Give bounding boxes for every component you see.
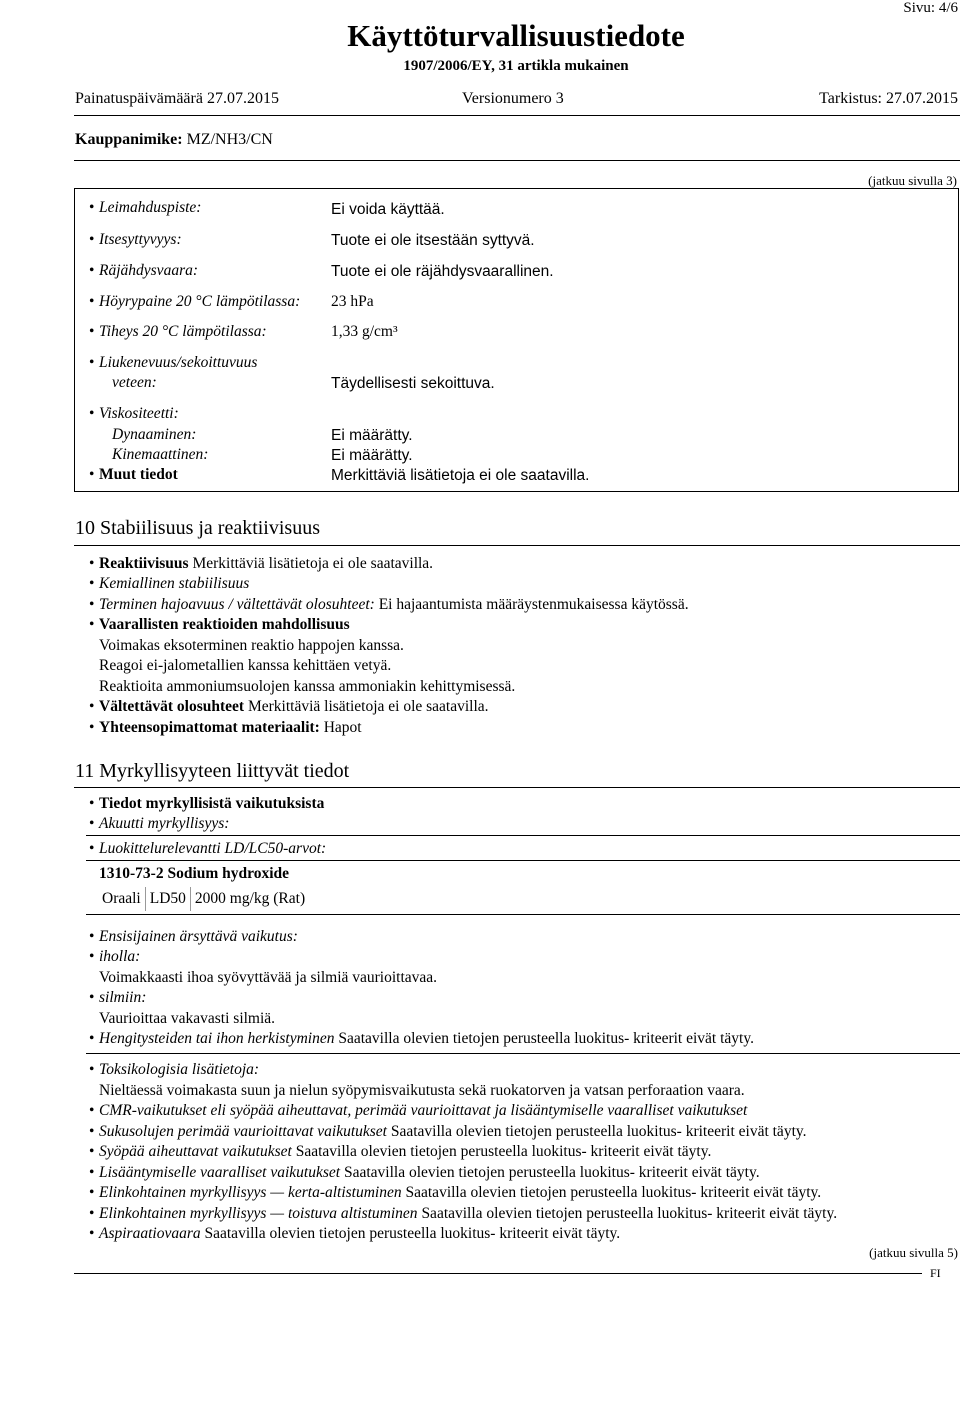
trade-name-label: Kauppanimike: <box>75 131 183 148</box>
hazard-line-2: Reagoi ei-jalometallien kanssa kehittäen vetyä. <box>99 657 392 674</box>
reactivity-label: Reaktiivisuus <box>99 555 189 572</box>
kinematic-viscosity-value: Ei määrätty. <box>331 447 413 464</box>
section-11-divider <box>74 787 960 788</box>
viscosity-label: • Viskositeetti: <box>99 405 179 423</box>
solubility-label: • Liukenevuus/sekoittuvuus <box>99 354 257 372</box>
hazard-line-3: Reaktioita ammoniumsuolojen kanssa ammoniakin kehittymisessä. <box>99 678 516 695</box>
section-10-heading: 10 Stabiilisuus ja reaktiivisuus <box>75 517 320 539</box>
carcinogenicity-value: Saatavilla olevien tietojen perusteella luokitus- kriteerit eivät täyty. <box>295 1143 712 1160</box>
additional-tox-label: • Toksikologisia lisätietoja: <box>99 1061 259 1079</box>
skin-label: • iholla: <box>99 948 140 966</box>
thermal-value: Ei hajaantumista määräystenmukaisessa käytössä. <box>378 596 689 613</box>
stot-se-value: Saatavilla olevien tietojen perusteella luokitus- kriteerit eivät täyty. <box>405 1184 822 1201</box>
solubility-label-water: veteen: <box>112 374 157 391</box>
cmr-label: • CMR-vaikutukset eli syöpää aiheuttavat, perimää vaurioittavat ja lisääntymiselle vaaralliset vaikutukset <box>99 1102 747 1120</box>
sensitisation-divider <box>86 1053 960 1054</box>
section-11-heading: 11 Myrkyllisyyteen liittyvät tiedot <box>75 760 350 782</box>
incompatible-value: Hapot <box>323 719 362 736</box>
incompatible-label: Yhteensopimattomat materiaalit: <box>99 719 320 736</box>
incompatible-row <box>99 719 362 737</box>
table-divider <box>86 914 960 915</box>
page-number: Sivu: 4/6 <box>903 0 958 16</box>
mutagenicity-value: Saatavilla olevien tietojen perusteella luokitus- kriteerit eivät täyty. <box>390 1123 807 1140</box>
toxic-effects-label: • Tiedot myrkyllisistä vaikutuksista <box>99 795 324 813</box>
sensitisation-label: Hengitysteiden tai ihon herkistyminen <box>99 1030 335 1047</box>
hazard-line-1: Voimakas eksoterminen reaktio happojen kanssa. <box>99 637 404 654</box>
language-code: FI <box>930 1266 941 1280</box>
avoid-value: Merkittäviä lisätietoja ei ole saatavilla. <box>247 698 489 715</box>
reactivity-row <box>99 555 433 573</box>
flash-point-value: Ei voida käyttää. <box>331 201 445 218</box>
mutagenicity-label: Sukusolujen perimää vaurioittavat vaikutukset <box>99 1123 387 1140</box>
chemical-stability-label: • Kemiallinen stabiilisuus <box>99 575 249 593</box>
sensitisation-row <box>99 1030 754 1048</box>
additional-tox-value: Nieltäessä voimakasta suun ja nielun syöpymisvaikutusta sekä ruokatorven ja vatsan perforaation vaara. <box>99 1082 745 1099</box>
self-ignition-value: Tuote ei ole itsestään syttyvä. <box>331 232 535 249</box>
thermal-label: Terminen hajoavuus / vältettävät olosuhteet: <box>99 596 375 613</box>
vapour-pressure-label: • Höyrypaine 20 °C lämpötilassa: <box>99 293 300 311</box>
document-subtitle: 1907/2006/EY, 31 artikla mukainen <box>403 58 629 74</box>
eyes-value: Vaurioittaa vakavasti silmiä. <box>99 1010 276 1027</box>
reproductive-label: Lisääntymiselle vaaralliset vaikutukset <box>99 1164 341 1181</box>
section-10-divider <box>74 545 960 546</box>
value-cell: 2000 mg/kg (Rat) <box>190 887 309 911</box>
dynamic-viscosity-value: Ei määrätty. <box>331 427 413 444</box>
stot-re-value: Saatavilla olevien tietojen perusteella luokitus- kriteerit eivät täyty. <box>421 1205 838 1222</box>
solubility-value: Täydellisesti sekoittuva. <box>331 375 495 392</box>
vapour-pressure-value: 23 hPa <box>331 293 374 310</box>
kinematic-viscosity-label: Kinemaattinen: <box>112 446 209 463</box>
explosion-value: Tuote ei ole räjähdysvaarallinen. <box>331 263 554 280</box>
table-row <box>98 887 309 911</box>
version-number: Versionumero 3 <box>462 90 564 107</box>
avoid-label: Vältettävät olosuhteet <box>99 698 245 715</box>
density-label: • Tiheys 20 °C lämpötilassa: <box>99 323 267 341</box>
trade-name-value: MZ/NH3/CN <box>182 131 273 148</box>
density-value: 1,33 g/cm³ <box>331 323 398 340</box>
route-cell: Oraali <box>98 887 145 911</box>
reactivity-value: Merkittäviä lisätietoja ei ole saatavilla. <box>192 555 434 572</box>
acute-toxicity-label: • Akuutti myrkyllisyys: <box>99 815 229 833</box>
aspiration-value: Saatavilla olevien tietojen perusteella luokitus- kriteerit eivät täyty. <box>204 1225 621 1242</box>
aspiration-label: Aspiraatiovaara <box>99 1225 201 1242</box>
ld-lc50-label: • Luokittelurelevantti LD/LC50-arvot: <box>99 840 326 858</box>
substance-name: 1310-73-2 Sodium hydroxide <box>99 865 290 882</box>
reproductive-row <box>99 1164 760 1182</box>
primary-irritant-label: • Ensisijainen ärsyttävä vaikutus: <box>99 928 298 946</box>
document-title: Käyttöturvallisuustiedote <box>347 18 685 53</box>
hazardous-reactions-label: • Vaarallisten reaktioiden mahdollisuus <box>99 616 350 634</box>
footer-divider <box>74 1273 922 1274</box>
type-cell: LD50 <box>145 887 190 911</box>
continued-from: (jatkuu sivulla 3) <box>868 173 957 188</box>
flash-point-label: • Leimahduspiste: <box>99 199 201 217</box>
avoid-row <box>99 698 489 716</box>
skin-value: Voimakkaasti ihoa syövyttävää ja silmiä vaurioittavaa. <box>99 969 438 986</box>
other-info-label: • Muut tiedot <box>99 466 178 484</box>
ld50-table <box>98 887 309 911</box>
stot-se-label: Elinkohtainen myrkyllisyys — kerta-altistuminen <box>99 1184 402 1201</box>
revision-date: Tarkistus: 27.07.2015 <box>819 90 958 107</box>
eyes-label: • silmiin: <box>99 989 146 1007</box>
dynamic-viscosity-label: Dynaaminen: <box>112 426 197 443</box>
aspiration-row <box>99 1225 620 1243</box>
self-ignition-label: • Itsesyttyvyys: <box>99 231 182 249</box>
continued-on: (jatkuu sivulla 5) <box>869 1245 958 1260</box>
stot-re-label: Elinkohtainen myrkyllisyys — toistuva altistuminen <box>99 1205 418 1222</box>
explosion-label: • Räjähdysvaara: <box>99 262 198 280</box>
reproductive-value: Saatavilla olevien tietojen perusteella luokitus- kriteerit eivät täyty. <box>343 1164 760 1181</box>
acute-divider <box>86 835 960 836</box>
carcinogenicity-label: Syöpää aiheuttavat vaikutukset <box>99 1143 292 1160</box>
ld-divider <box>86 860 960 861</box>
carcinogenicity-row <box>99 1143 711 1161</box>
tradename-divider <box>74 160 960 161</box>
stot-se-row <box>99 1184 821 1202</box>
header-divider <box>74 115 960 116</box>
other-info-value: Merkittäviä lisätietoja ei ole saatavilla. <box>331 467 590 484</box>
print-date: Painatuspäivämäärä 27.07.2015 <box>75 90 279 107</box>
stot-re-row <box>99 1205 837 1223</box>
thermal-row <box>99 596 689 614</box>
mutagenicity-row <box>99 1123 807 1141</box>
sensitisation-value: Saatavilla olevien tietojen perusteella luokitus- kriteerit eivät täyty. <box>338 1030 754 1047</box>
trade-name <box>75 131 273 149</box>
